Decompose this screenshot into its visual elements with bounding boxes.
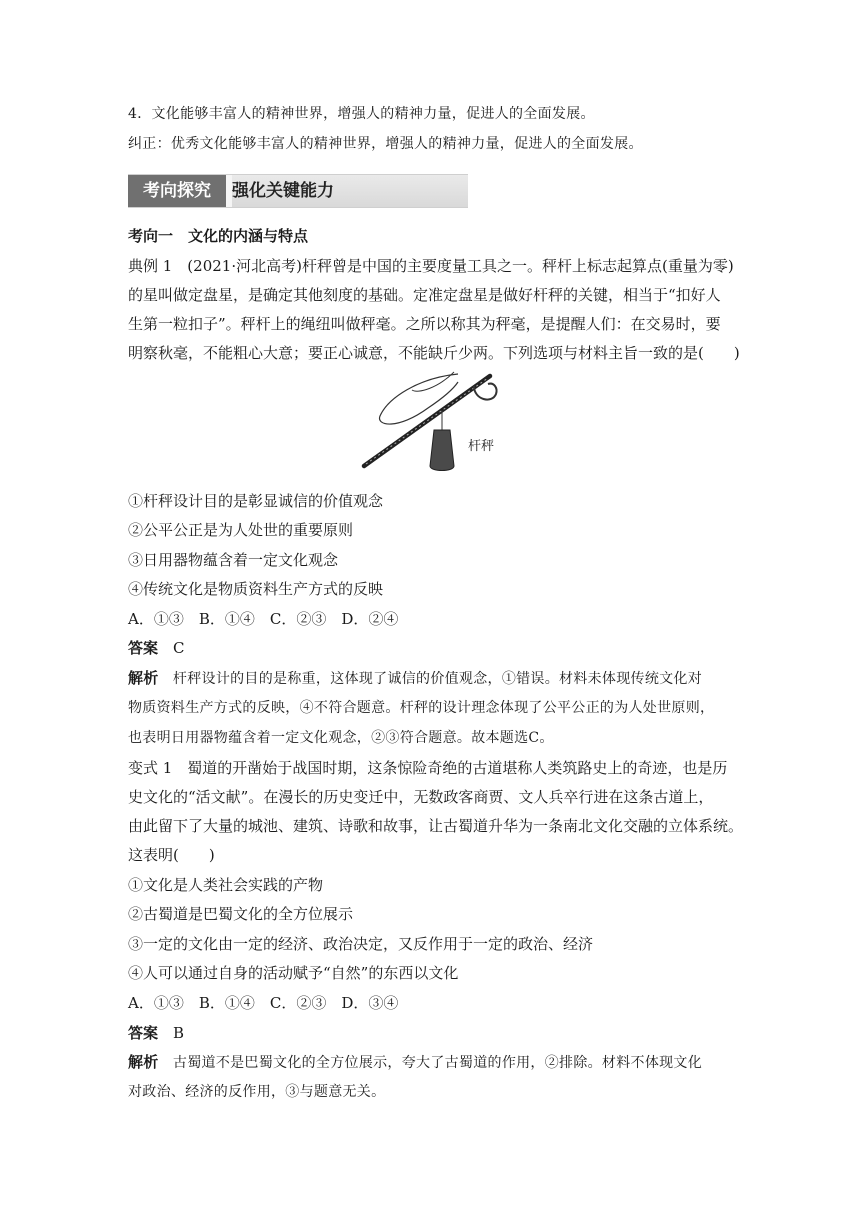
steelyard-figure xyxy=(358,368,508,480)
variant1-line: 由此留下了大量的城池、建筑、诗歌和故事，让古蜀道升华为一条南北文化交融的立体系统。 xyxy=(128,817,744,835)
answer-label: 答案 xyxy=(128,1024,159,1042)
analysis-text: 杆秤设计的目的是称重，这体现了诚信的价值观念，①错误。材料未体现传统文化对 xyxy=(172,671,703,687)
example1-line: 的星叫做定盘星，是确定其他刻度的基础。定准定盘星是做好杆秤的关键，相当于“扣好人 xyxy=(128,286,721,304)
example1-option: ④传统文化是物质资料生产方式的反映 xyxy=(128,580,384,598)
variant1-option: ①文化是人类社会实践的产物 xyxy=(128,876,324,894)
example1-option: ①杆秤设计目的是彰显诚信的价值观念 xyxy=(128,492,384,510)
prev-item-4: 4．文化能够丰富人的精神世界，增强人的精神力量，促进人的全面发展。 xyxy=(128,106,595,122)
section-header-right: 强化关键能力 xyxy=(232,181,334,201)
variant1-option: ④人可以通过自身的活动赋予“自然”的东西以文化 xyxy=(128,964,459,982)
example1-line: 典例 1 (2021·河北高考)杆秤曾是中国的主要度量工具之一。秤杆上标志起算点(重量为零) xyxy=(128,257,734,275)
example1-analysis-line: 物质资料生产方式的反映，④不符合题意。杆秤的设计理念体现了公平公正的为人处世原则， xyxy=(128,700,715,716)
variant1-analysis xyxy=(128,1052,702,1073)
counterweight xyxy=(430,430,454,471)
answer-label: 答案 xyxy=(128,639,159,657)
variant1-choices: A．①③ B．①④ C．②③ D．③④ xyxy=(128,994,399,1012)
example1-answer xyxy=(128,638,185,658)
topic-title: 文化的内涵与特点 xyxy=(188,227,309,245)
example1-option: ③日用器物蕴含着一定文化观念 xyxy=(128,551,339,569)
variant1-analysis-line: 对政治、经济的反作用，③与题意无关。 xyxy=(128,1084,386,1100)
example1-analysis-line: 也表明日用器物蕴含着一定文化观念，②③符合题意。故本题选C。 xyxy=(128,730,554,746)
topic-heading xyxy=(128,226,308,246)
variant1-answer xyxy=(128,1023,184,1043)
section-header-left: 考向探究 xyxy=(128,175,226,207)
variant1-line: 这表明( ) xyxy=(128,846,215,864)
example1-choices: A．①③ B．①④ C．②③ D．②④ xyxy=(128,610,399,628)
analysis-text: 古蜀道不是巴蜀文化的全方位展示，夸大了古蜀道的作用，②排除。材料不体现文化 xyxy=(172,1055,703,1071)
variant1-line: 史文化的“活文献”。在漫长的历史变迁中，无数政客商贾、文人兵卒行进在这条古道上， xyxy=(128,788,714,806)
topic-label: 考向一 xyxy=(128,227,174,245)
figure-label: 杆秤 xyxy=(468,439,495,454)
variant1-option: ②古蜀道是巴蜀文化的全方位展示 xyxy=(128,905,354,923)
example1-line: 生第一粒扣子”。秤杆上的绳纽叫做秤毫。之所以称其为秤毫，是提醒人们：在交易时，要 xyxy=(128,315,721,333)
section-header xyxy=(128,174,468,208)
cord-loop xyxy=(380,374,458,424)
example1-line: 明察秋毫，不能粗心大意；要正心诚意，不能缺斤少两。下列选项与材料主旨一致的是( ) xyxy=(128,344,740,362)
analysis-label: 解析 xyxy=(128,1053,159,1071)
example1-option: ②公平公正是为人处世的重要原则 xyxy=(128,521,354,539)
variant1-line: 变式 1 蜀道的开凿始于战国时期，这条惊险奇绝的古道堪称人类筑路史上的奇迹，也是历 xyxy=(128,759,728,777)
correction-line: 纠正：优秀文化能够丰富人的精神世界，增强人的精神力量，促进人的全面发展。 xyxy=(128,136,643,152)
analysis-label: 解析 xyxy=(128,669,159,687)
variant1-option: ③一定的文化由一定的经济、政治决定，又反作用于一定的政治、经济 xyxy=(128,935,594,953)
example1-analysis xyxy=(128,668,702,689)
answer-value: C xyxy=(173,639,185,657)
answer-value: B xyxy=(173,1024,185,1042)
